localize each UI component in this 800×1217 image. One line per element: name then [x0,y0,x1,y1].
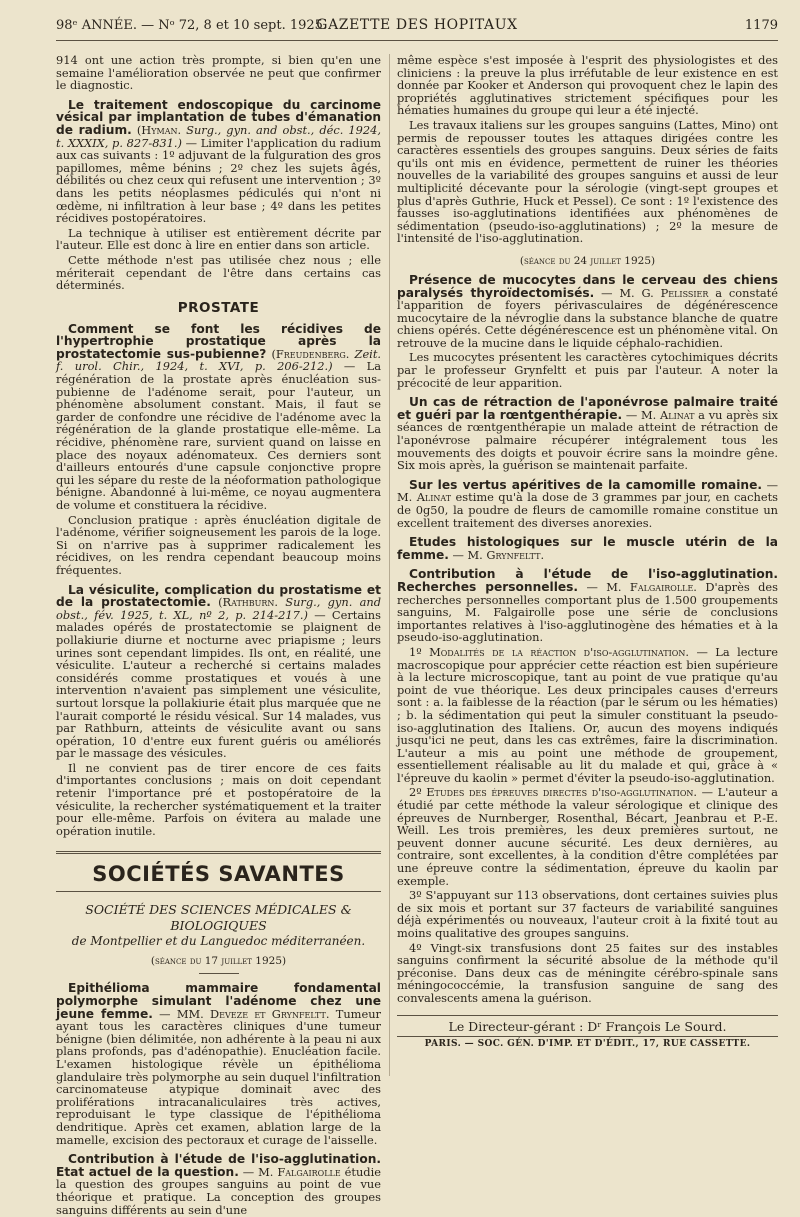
article-vesiculite [56,584,381,838]
article-author: — MM. Deveze et Grynfeltt. [159,1006,330,1021]
divider [397,1015,778,1016]
session-date: (séance du 24 juillet 1925) [519,254,656,267]
article-author: — M. Falgairolle [242,1164,341,1179]
article-author: — M. Alinat [397,477,778,505]
article-author: (Freudenberg. [271,346,350,361]
subsection-heading: 1º Modalités de la réaction d'iso-agglutination. [409,644,689,659]
left-column [56,53,382,1217]
society-subtitle: de Montpellier et du Languedoc méditerranéen. [71,934,366,949]
page-header [56,14,778,41]
article-author: — M. Alinat [625,407,695,422]
session-date: (séance du 17 juillet 1925) [150,955,287,968]
article-author: — M. Falgairolle. [586,579,697,594]
article-body: étudie la question des groupes sanguins au point de vue théorique et pratique. La conception des groupes sanguins différents au sein d'une [56,1164,381,1217]
article-body: Tumeur ayant tous les caractères cliniques d'une tumeur bénigne (bien délimitée, non adhérente à la peau ni aux plans profonds, pas d'adénopathie). Enucléation facile. L'examen histologique révèle un épithélioma glandulaire très polymorphe au sein duquel l'infiltration carcinomateuse atypique dominait avec des proliférations intracanaliculaires très actives, reproduisant le type classique de l'épithélioma dendritique. Après cet examen, ablation large de la mamelle, excision des pectoraux et curage de l'aisselle. [56,1006,382,1147]
article-body: estime qu'à la dose de 3 grammes par jour, en cachets de 0g50, la poudre de fleurs de camomille romaine constitue un excellent traitement des diverses anorexies. [397,490,779,530]
article-author: — M. Grynfeltt. [452,547,545,562]
article-body: D'après des recherches personnelles comportant plus de 1.500 groupements sanguins, M. Falgairolle pose une série de conclusions importantes relatives à l'iso-agglutinogène des hématies et à la pseudo-iso-agglutination. [397,579,778,645]
article-author: (Rathburn. [218,595,279,610]
society-name: SOCIÉTÉ DES SCIENCES MÉDICALES & BIOLOGIQUES [85,902,352,934]
article-paragraph: Conclusion pratique : après énucléation digitale de l'adénome, vérifier soigneusement les parois de la loge. Si on n'arrive pas à supprimer radicalement les récidives, on les rendra cependant beaucoup moins fréquentes. [56,512,381,577]
intro-paragraph: 914 ont une action très prompte, si bien qu'en une semaine l'amélioration observée ne peut que confirmer le diagnostic. [56,53,381,93]
article-recidives-prostate [56,323,381,577]
article-camomille [397,479,778,529]
article-body: a vu après six séances de rœntgenthérapie un malade atteint de rétraction de l'aponévrose palmaire récupérer intégralement tous les mouvements des doigts et pouvoir écrire sans la moindre gêne. Six mois après, la guérison se maintenait parfaite. [397,407,778,473]
article-paragraph: Les mucocytes présentent les caractères cytochimiques décrits par le professeur Grynfeltt et puis par l'auteur. A noter la précocité de leur apparition. [397,350,778,390]
article-body: a constaté l'apparition de foyers périvasculaires de dégénérescence mucocytaire de la névroglie dans la substance blanche de quatre chiens opérés. Cette dégénérescence est un phénomène vital. On retrouve de la mucine dans le liquide céphalo-rachidien. [397,285,778,350]
article-iso-agglutination-recherches [397,568,778,1004]
article-body: — Limiter l'application du radium aux cas suivants : 1º adjuvant de la fulguration des gros papillomes, même bénins ; 2º chez les sujets âgés, débilités ou chez ceux qui refusent une intervention ; 3º dans les petits néoplasmes pédiculés qui n'ont ni œdème, ni infiltration à leur base ; 4º dans les petites récidives postopératoires. [56,135,381,226]
article-title: Sur les vertus apéritives de la camomille romaine. [409,477,762,492]
section-heading-societes: SOCIÉTÉS SAVANTES [56,851,381,892]
article-reference: Zeit. f. urol. Chir., 1924, t. XVI, p. 206-212.) [56,346,382,374]
article-body: — La régénération de la prostate après énucléation sus-pubienne de l'adénome serait, pour l'auteur, un phénomène absolument constant. Mais, il faut se garder de confondre une récidive de l'adénome avec la régénération de la glande prostatique elle-même. La récidive, phénomène rare, survient quand on laisse en place des noyaux adénomateux. Ces derniers sont d'ailleurs entourés d'une capsule conjonctive propre qui les sépare du reste de la néoformation pathologique bénigne. Abandonné à lui-même, ce noyau augmentera de volume et constituera la récidive. [56,359,381,512]
article-title: Etudes histologiques sur le muscle utérin de la femme. [397,535,778,562]
article-paragraph: 4º Vingt-six transfusions dont 25 faites sur des instables sanguins confirment la sécurité absolue de la méthode qu'il préconise. Dans deux cas de méningite cérébro-spinale sans méningococcémie, la transfusion sanguine de sang des convalescents amena la guérison. [397,940,778,1005]
article-title: Epithélioma mammaire fondamental polymorphe simulant l'adénome chez une jeune femme. [56,981,381,1021]
article-author: — M. G. Pelissier [601,285,709,300]
journal-title: GAZETTE DES HOPITAUX [316,17,518,33]
article-title: Contribution à l'étude de l'iso-agglutination. Recherches personnelles. [397,567,778,594]
article-reference: Surg., gyn. and obst., fév. 1925, t. XL, nº 2, p. 214-217.) [56,595,381,622]
subsection-body: — La lecture macroscopique pour apprécier cette réaction est bien supérieure à la lecture microscopique, tant au point de vue pratique qu'au point de vue théorique. Les deux principales causes d'erreurs sont : a. la faiblesse de la réaction (par le sérum ou les hématies) ; b. la sédimentation qui peut la simuler constituant la pseudo-iso-agglutination des Italiens. Or, aucun des moyens indiqués jusqu'ici ne peut, dans les cas extrêmes, faire la discrimination. L'auteur a mis au point une méthode de groupement, essentiellement réalisable au lit du malade et qui, grâce à « l'épreuve du kaolin » permet d'éviter la pseudo-iso-agglutination. [397,644,778,785]
article-carcinome-vesical [56,99,381,292]
columns [56,53,779,1217]
director-line: Le Directeur-gérant : Dʳ François Le Sourd. [448,1018,727,1034]
divider [397,1036,778,1037]
article-paragraph: 3º S'appuyant sur 113 observations, dont certaines suivies plus de six mois et portant sur 37 facteurs de variabilité sanguines déjà expérimentés ou nouveaux, l'auteur croit à la fixité tout au moins qualitative des groupes sanguins. [397,888,778,940]
article-title: Contribution à l'étude de l'iso-agglutination. Etat actuel de la question. [56,1152,381,1179]
article-paragraph: Cette méthode n'est pas utilisée chez nous ; elle mériterait cependant de l'être dans certains cas déterminés. [56,252,381,293]
article-title: Comment se font les récidives de l'hypertrophie prostatique après la prostatectomie sus-pubienne? [56,321,381,361]
issue-info: 98ᵉ ANNÉE. — Nᵒ 72, 8 et 10 sept. 1925. [56,18,328,33]
article-title: Présence de mucocytes dans le cerveau des chiens paralysés thyroïdectomisés. [397,272,778,300]
article-mucocytes [397,274,778,389]
right-column [397,54,778,1094]
article-paragraph: La technique à utiliser est entièrement décrite par l'auteur. Elle est donc à lire en entier dans son article. [56,225,381,253]
newspaper-page [56,14,779,1217]
article-aponevrose [397,396,778,472]
article-muscle-uterin [397,536,778,561]
subsection-heading: 2º Etudes des épreuves directes d'iso-agglutination. [409,785,697,800]
printer-line: PARIS. — SOC. GÉN. D'IMP. ET D'ÉDIT., 17, RUE CASSETTE. [424,1038,751,1049]
subsection-body: — L'auteur a étudié par cette méthode la valeur sérologique et clinique des épreuves de Nurnberger, Rosenthal, Bécart, Jeanbrau et P.-E. Weill. Les trois premières, les deux premières surtout, ne peuvent donner aucune sécurité. Les deux dernières, au contraire, sont excellentes, à la condition d'être complétées par une épreuve contre la sédimentation, épreuve du kaolin par exemple. [397,785,778,888]
article-reference: Surg., gyn. and obst., déc. 1924, t. XXXIX, p. 827-831.) [56,122,382,150]
continued-paragraph: même espèce s'est imposée à l'esprit des physiologistes et des cliniciens : la preuve la plus irréfutable de leur existence en est donnée par Kooker et Anderson qui provoquent chez le lapin des propriétés agglutinatives strictement spécifiques pour les hématies humaines du groupe qui leur a été injecté. [397,53,778,118]
article-body: — Certains malades opérés de prostatectomie se plaignent de pollakiurie diurne et nocturne avec priapisme ; leurs urines sont cependant limpides. Ils ont, en réalité, une vésiculite. L'auteur a recherché si certains malades considérés comme prostatiques et voués à une intervention n'avaient pas simplement une vésiculite, surtout lorsque la pollakiurie était plus marquée que ne l'aurait comporté le résidu vésical. Sur 14 malades, vus par Rathburn, atteints de vésiculite avant ou sans opération, 10 d'entre eux furent guéris ou améliorés par le massage des vésicules. [56,607,381,761]
article-epithelioma [56,982,381,1146]
divider [199,973,239,974]
section-heading-prostate: PROSTATE [177,299,260,316]
article-title: La vésiculite, complication du prostatisme et de la prostatectomie. [56,582,381,610]
article-iso-agglutination-etat [56,1153,381,1216]
column-divider [389,54,390,1076]
article-paragraph: Il ne convient pas de tirer encore de ces faits d'importantes conclusions ; mais on doit cependant retenir l'importance pré et postopératoire de la vésiculite, la rechercher systématiquement et la traiter pour elle-même. Parfois on évitera au malade une opération inutile. [56,760,381,838]
article-title: Le traitement endoscopique du carcinome vésical par implantation de tubes d'émanation de radium. [56,97,381,137]
article-title: Un cas de rétraction de l'aponévrose palmaire traité et guéri par la rœntgenthérapie. [397,395,778,422]
article-paragraph: Les travaux italiens sur les groupes sanguins (Lattes, Mino) ont permis de repousser toutes les attaques dirigées contre les caractères essentiels des groupes sanguins. Deux séries de faits qu'ils ont mis en évidence, permettent de ruiner les théories nouvelles de la variabilité des groupes sanguins et aussi de leur multiplicité décevante pour la sérologie (vingt-sept groupes et plus d'après Guthrie, Huck et Pessel). Ce sont : 1º l'existence des fausses iso-agglutinations identifiées aux phénomènes de sédimentation (pseudo-iso-agglutinations) ; 2º la mesure de l'intensité de l'iso-agglutination. [397,117,778,246]
article-author: (Hyman. [136,122,182,137]
page-number: 1179 [744,18,778,33]
